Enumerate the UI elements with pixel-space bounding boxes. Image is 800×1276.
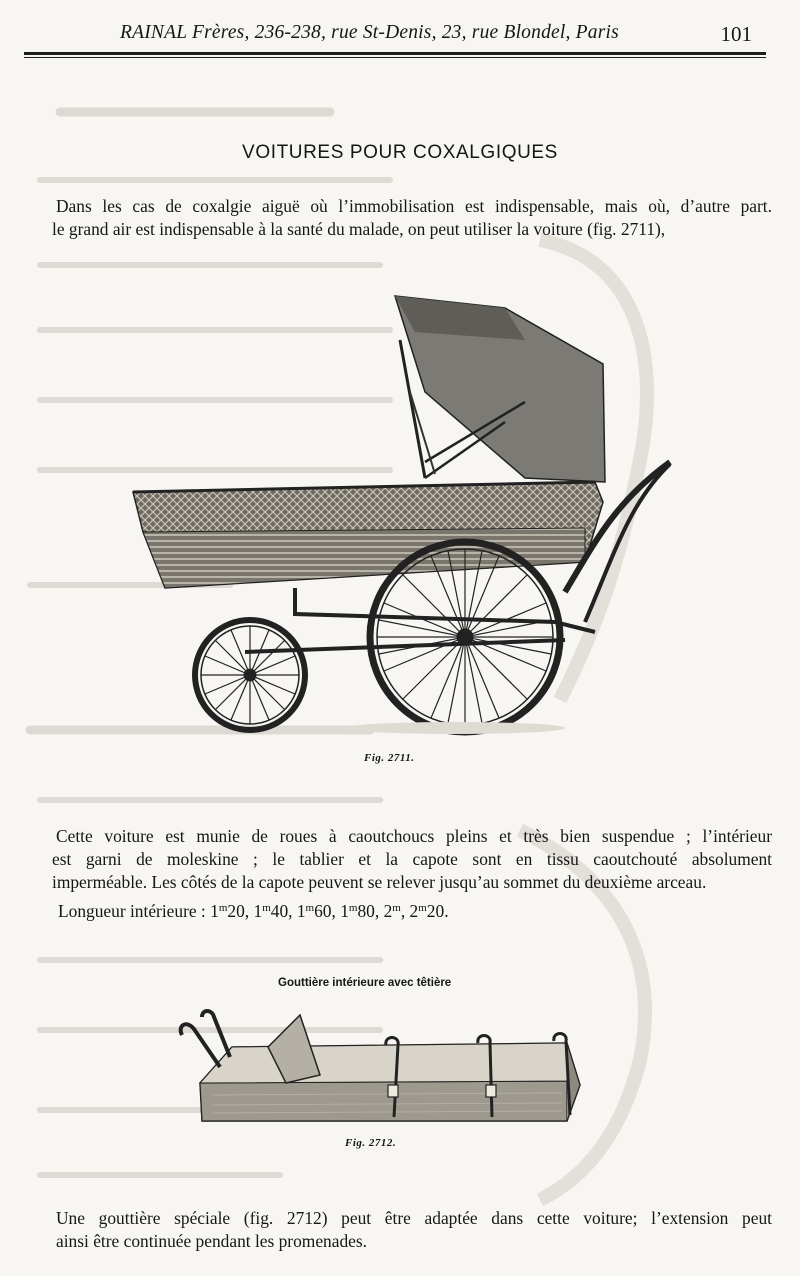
figure-2712-title: Gouttière intérieure avec têtière (278, 977, 452, 989)
length-label: Longueur intérieure : (58, 901, 206, 921)
figure-2711-caption: Fig. 2711. (364, 752, 415, 764)
page-number: 101 (720, 22, 752, 46)
length-decimals: 20 (426, 901, 445, 921)
length-unit: m (348, 902, 358, 914)
header-rule-thick (24, 52, 766, 55)
length-unit: m (392, 902, 401, 914)
intro-line-2: le grand air est indispensable à la santé du malade, on peut utiliser la voiture (fig. 2711), (52, 219, 666, 239)
final-line-1: Une gouttière spéciale (fig. 2712) peut être adaptée dans cette voiture; l’extension peut (56, 1208, 772, 1228)
intro-line-1: Dans les cas de coxalgie aiguë où l’immobilisation est indispensable, mais où, d’autre part. (56, 196, 772, 216)
wicker-carriage-illustration (125, 292, 685, 742)
leg-gutter-splint-illustration (172, 1005, 592, 1133)
final-line-2: ainsi être continuée pendant les promenades. (56, 1231, 367, 1251)
length-value: 1 (340, 901, 349, 921)
length-value: 2 (383, 901, 393, 921)
interior-length-line (58, 901, 449, 922)
description-line-3: imperméable. Les côtés de la capote peuvent se relever jusqu’au sommet du deuxième arceau. (52, 872, 707, 892)
length-unit: m (418, 902, 427, 914)
length-unit: m (262, 902, 271, 914)
length-value: 1 (296, 901, 306, 921)
running-header-text: RAINAL Frères, 236-238, rue St-Denis, 23, rue Blondel, Paris (120, 22, 619, 43)
length-decimals: 40 (270, 901, 289, 921)
length-decimals: 20 (227, 901, 245, 921)
length-value: 1 (210, 901, 219, 921)
length-decimals: 80 (357, 901, 375, 921)
length-decimals: 60 (314, 901, 332, 921)
length-value: 1 (253, 901, 263, 921)
length-unit: m (305, 902, 315, 914)
length-value: 2 (409, 901, 419, 921)
description-line-2: est garni de moleskine ; le tablier et la capote sont en tissu caoutchouté absolument (52, 849, 772, 869)
description-paragraph (52, 825, 772, 894)
description-line-1: Cette voiture est munie de roues à caoutchoucs pleins et très bien suspendue ; l’intérieur (56, 826, 772, 846)
length-values: 1$^m$20, 1$^m$40, 1$^m$60, 1$^m$80, 2$^m$, 2$^m$20. (210, 901, 449, 921)
intro-paragraph (52, 195, 772, 241)
final-paragraph (56, 1207, 772, 1253)
header-rule-thin (24, 57, 766, 58)
running-header (24, 20, 770, 50)
figure-2712-caption: Fig. 2712. (345, 1137, 397, 1149)
section-title: VOITURES POUR COXALGIQUES (242, 142, 558, 163)
length-unit: m (218, 902, 228, 914)
